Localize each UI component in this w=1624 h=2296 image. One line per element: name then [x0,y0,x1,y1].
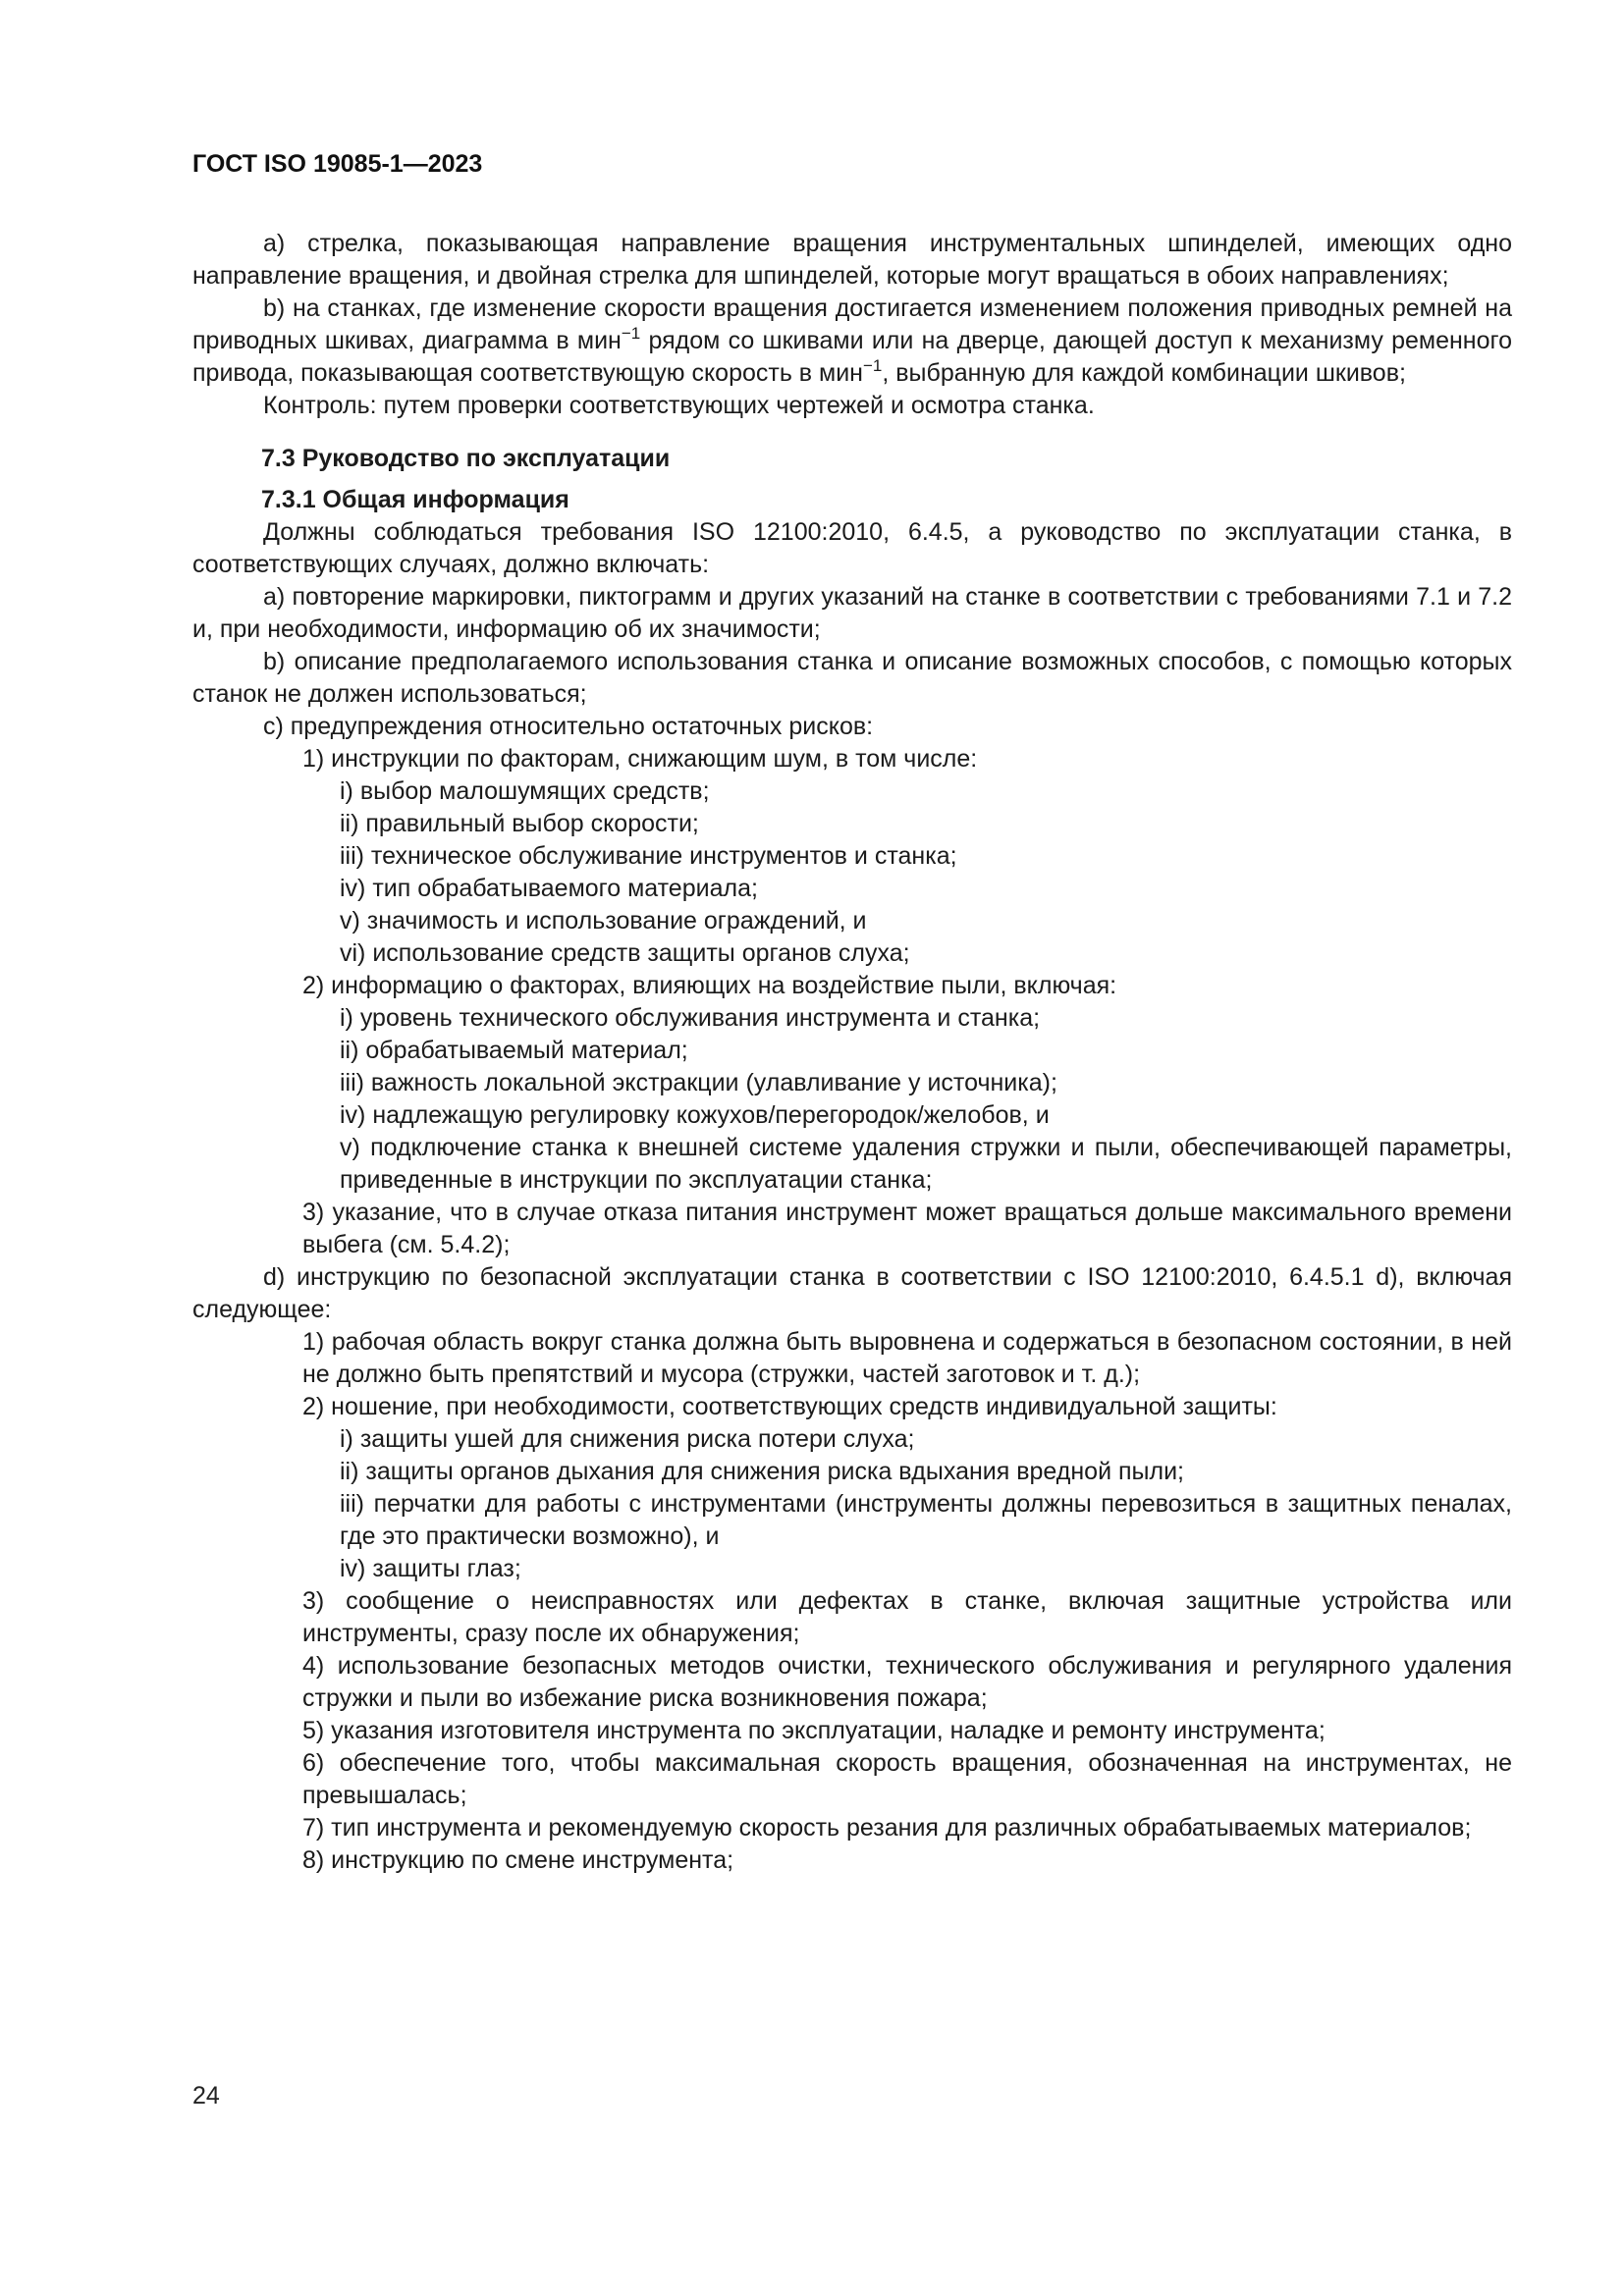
document-body [192,228,1512,1877]
section-heading-7-3-1: 7.3.1 Общая информация [261,486,569,513]
list-item-d5: 5) указания изготовителя инструмента по эксплуатации, наладке и ремонту инструмента; [302,1717,1326,1744]
list-item-d2-iv: iv) защиты глаз; [340,1555,521,1582]
list-item-d2: 2) ношение, при необходимости, соответствующих средств индивидуальной защиты: [302,1393,1277,1420]
superscript-exponent: −1 [862,356,883,375]
list-item-c3: 3) указание, что в случае отказа питания инструмент может вращаться дольше максимального времени выбега (см. 5.4.2); [302,1199,1512,1258]
list-item-b: b) описание предполагаемого использования станка и описание возможных способов, с помощью которых станок не должен использоваться; [192,648,1512,708]
list-item-c2-ii: ii) обрабатываемый материал; [340,1037,688,1064]
item-a-prev: а) стрелка, показывающая направление вращения инструментальных шпинделей, имеющих одно направление вращения, и двойная стрелка для шпинделей, которые могут вращаться в обоих направлениях; [192,230,1512,290]
list-item-d6: 6) обеспечение того, чтобы максимальная скорость вращения, обозначенная на инструментах, не превышалась; [302,1749,1512,1809]
list-item-c2-v: v) подключение станка к внешней системе удаления стружки и пыли, обеспечивающей параметры, приведенные в инструкции по эксплуатации станка; [340,1134,1512,1194]
item-b-prev-part3: , выбранную для каждой комбинации шкивов; [882,359,1406,387]
page-number: 24 [192,2082,220,2109]
list-item-c1: 1) инструкции по факторам, снижающим шум, в том числе: [302,745,978,773]
list-item-d1: 1) рабочая область вокруг станка должна быть выровнена и содержаться в безопасном состоянии, в ней не должно быть препятствий и мусора (стружки, частей заготовок и т. д.); [302,1328,1512,1388]
list-item-c2-iv: iv) надлежащую регулировку кожухов/перегородок/желобов, и [340,1101,1050,1129]
item-b-prev-part1: b) на станках, где изменение скорости вращения достигается изменением положения приводных ремней на приводных шкивах, диаграмма в мин [192,294,1512,354]
list-item-c1-ii: ii) правильный выбор скорости; [340,810,699,837]
intro-paragraph: Должны соблюдаться требования ISO 12100:2010, 6.4.5, а руководство по эксплуатации станка, в соответствующих случаях, должно включать: [192,518,1512,578]
list-item-d2-ii: ii) защиты органов дыхания для снижения риска вдыхания вредной пыли; [340,1458,1184,1485]
list-item-c2: 2) информацию о факторах, влияющих на воздействие пыли, включая: [302,972,1117,999]
item-b-prev-part2: рядом со шкивами или на дверце, дающей доступ к механизму ременного привода, показывающая соответствующую скорость в мин [192,327,1512,387]
list-item-c: с) предупреждения относительно остаточных рисков: [263,713,874,740]
list-item-c2-i: i) уровень технического обслуживания инструмента и станка; [340,1004,1041,1032]
list-item-a: а) повторение маркировки, пиктограмм и других указаний на станке в соответствии с требованиями 7.1 и 7.2 и, при необходимости, информацию об их значимости; [192,583,1512,643]
control-note: Контроль: путем проверки соответствующих чертежей и осмотра станка. [263,392,1095,419]
section-heading-7-3: 7.3 Руководство по эксплуатации [261,445,671,472]
list-item-d2-i: i) защиты ушей для снижения риска потери слуха; [340,1425,915,1453]
list-item-d3: 3) сообщение о неисправностях или дефектах в станке, включая защитные устройства или инструменты, сразу после их обнаружения; [302,1587,1512,1647]
list-item-d8: 8) инструкцию по смене инструмента; [302,1846,734,1874]
list-item-c2-iii: iii) важность локальной экстракции (улавливание у источника); [340,1069,1057,1096]
list-item-c1-iv: iv) тип обрабатываемого материала; [340,875,758,902]
list-item-c1-iii: iii) техническое обслуживание инструментов и станка; [340,842,957,870]
list-item-d7: 7) тип инструмента и рекомендуемую скорость резания для различных обрабатываемых материалов; [302,1814,1472,1842]
list-item-d: d) инструкцию по безопасной эксплуатации станка в соответствии с ISO 12100:2010, 6.4.5.1 d), включая следующее: [192,1263,1512,1323]
list-item-c1-v: v) значимость и использование ограждений, и [340,907,867,934]
list-item-c1-i: i) выбор малошумящих средств; [340,777,710,805]
list-item-c1-vi: vi) использование средств защиты органов слуха; [340,939,910,967]
superscript-exponent: −1 [621,324,641,343]
list-item-d4: 4) использование безопасных методов очистки, технического обслуживания и регулярного удаления стружки и пыли во избежание риска возникновения пожара; [302,1652,1512,1712]
list-item-d2-iii: iii) перчатки для работы с инструментами (инструменты должны перевозиться в защитных пеналах, где это практически возможно), и [340,1490,1512,1550]
document-header: ГОСТ ISO 19085-1—2023 [192,150,483,178]
item-b-prev [192,293,1512,390]
